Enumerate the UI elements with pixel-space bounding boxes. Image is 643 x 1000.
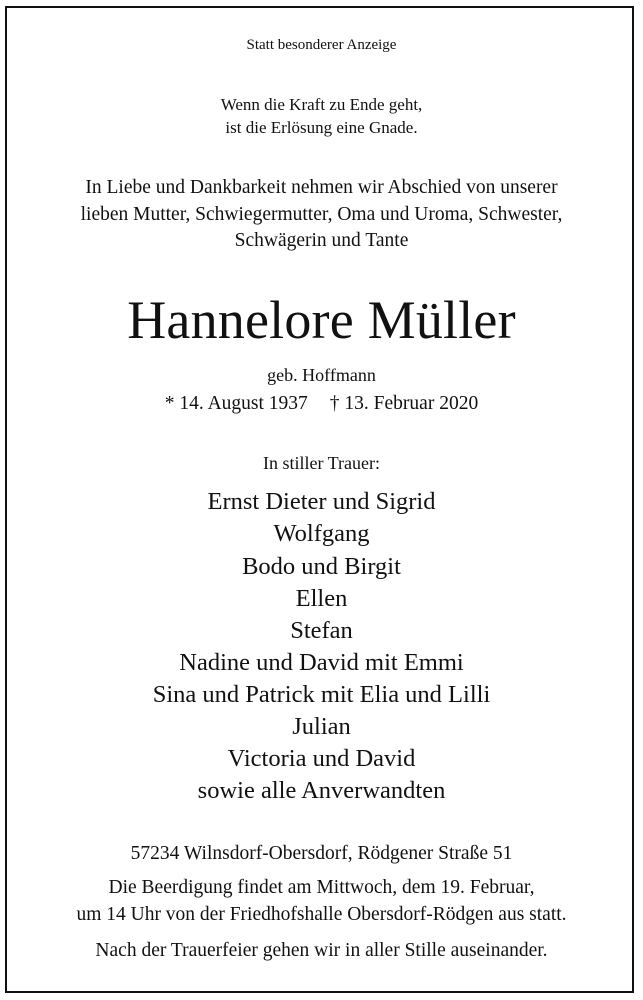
- deceased-name: Hannelore Müller: [127, 290, 516, 350]
- mourners-heading: In stiller Trauer:: [263, 453, 380, 473]
- mourner-name: Ernst Dieter und Sigrid: [207, 488, 436, 515]
- after-ceremony-note: Nach der Trauerfeier gehen wir in aller Stille auseinander.: [95, 940, 548, 961]
- poem-line-1: Wenn die Kraft zu Ende geht,: [220, 95, 423, 114]
- funeral-info-line-1: Die Beerdigung findet am Mittwoch, dem 19. Februar,: [108, 877, 535, 898]
- mourner-name: sowie alle Anverwandten: [197, 777, 446, 804]
- address: 57234 Wilnsdorf-Obersdorf, Rödgener Straße 51: [130, 843, 513, 864]
- death-date: † 13. Februar 2020: [329, 393, 479, 414]
- mourner-name: Stefan: [290, 617, 353, 644]
- mourner-name: Julian: [292, 713, 351, 740]
- notice-header: Statt besonderer Anzeige: [246, 37, 397, 53]
- mourner-name: Wolfgang: [273, 520, 370, 547]
- mourner-name: Victoria und David: [227, 745, 416, 772]
- birth-date: * 14. August 1937: [164, 393, 308, 414]
- intro-line-3: Schwägerin und Tante: [234, 230, 409, 251]
- intro-line-1: In Liebe und Dankbarkeit nehmen wir Abschied von unserer: [85, 177, 558, 198]
- mourner-name: Sina und Patrick mit Elia und Lilli: [152, 681, 491, 708]
- birth-name: geb. Hoffmann: [267, 365, 376, 385]
- mourner-name: Bodo und Birgit: [242, 553, 401, 580]
- funeral-info-line-2: um 14 Uhr von der Friedhofshalle Obersdorf-Rödgen aus statt.: [76, 904, 567, 925]
- life-dates: [0, 393, 643, 415]
- mourner-name: Nadine und David mit Emmi: [179, 649, 464, 676]
- mourner-name: Ellen: [295, 585, 348, 612]
- intro-line-2: lieben Mutter, Schwiegermutter, Oma und Uroma, Schwester,: [80, 204, 563, 225]
- poem-line-2: ist die Erlösung eine Gnade.: [225, 118, 418, 137]
